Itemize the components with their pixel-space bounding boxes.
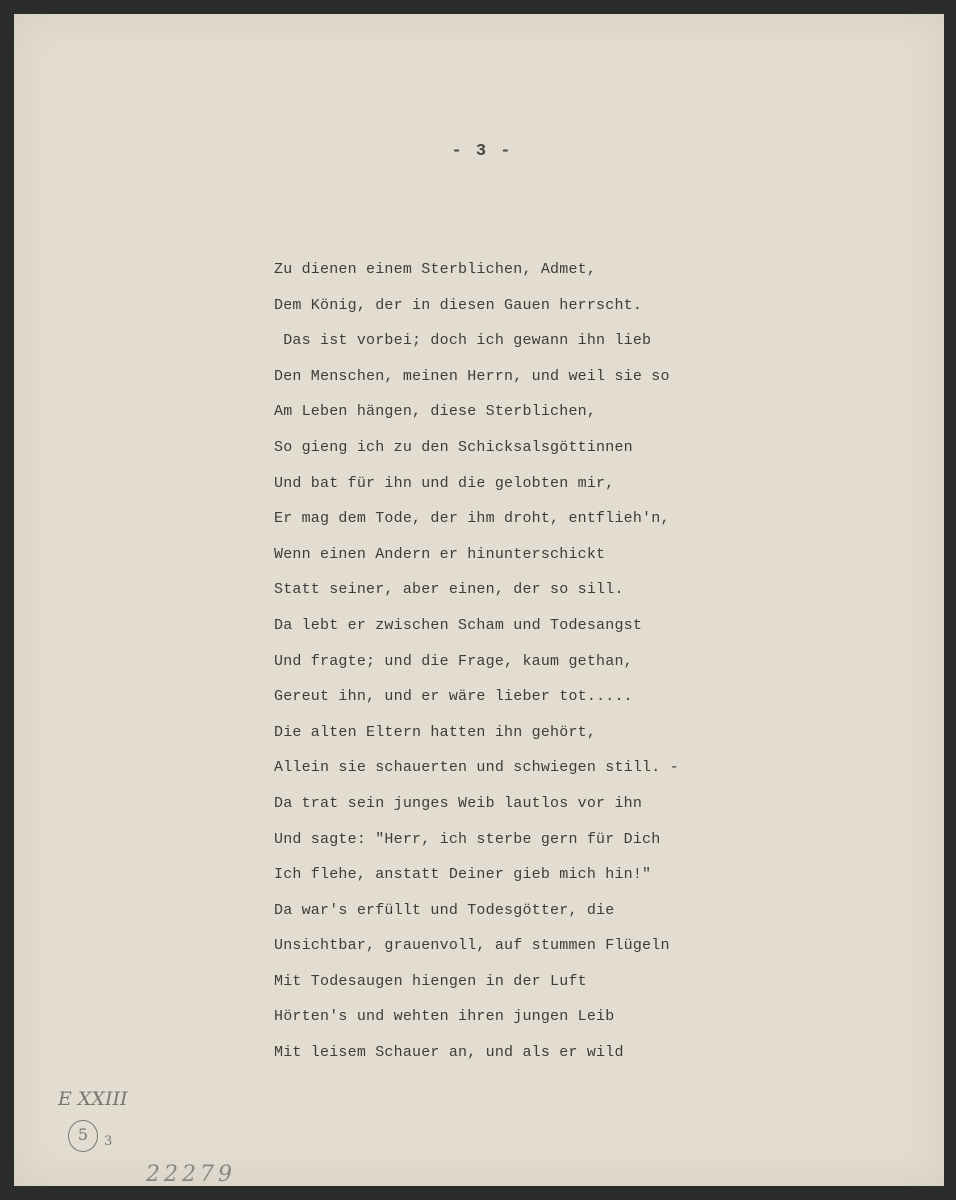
poem-line: Gereut ihn, und er wäre lieber tot..... — [274, 688, 633, 706]
poem-line: Zu dienen einem Sterblichen, Admet, — [274, 261, 597, 278]
poem-line: Wenn einen Andern er hinunterschickt — [274, 545, 606, 563]
poem-line: Die alten Eltern hatten ihn gehört, — [274, 723, 597, 741]
poem-line: Er mag dem Tode, der ihm droht, entflieh'n, — [274, 510, 670, 528]
poem-line: Dem König, der in diesen Gauen herrscht. — [274, 296, 643, 314]
document-page — [14, 14, 944, 1186]
poem-line: Statt seiner, aber einen, der so sill. — [274, 581, 624, 599]
poem-line: Mit leisem Schauer an, und als er wild — [274, 1044, 624, 1062]
poem-line: Und fragte; und die Frage, kaum gethan, — [274, 652, 633, 670]
poem-line: Hörten's und wehten ihren jungen Leib — [274, 1008, 615, 1026]
folio-subnumber: 3 — [104, 1134, 113, 1149]
poem-line: Und bat für ihn und die gelobten mir, — [274, 474, 615, 492]
poem-line: So gieng ich zu den Schicksalsgöttinnen — [274, 438, 633, 456]
poem-line: Das ist vorbei; doch ich gewann ihn lieb — [274, 332, 652, 350]
poem-line: Am Leben hängen, diese Sterblichen, — [274, 403, 597, 421]
page-number: - 3 - — [451, 142, 513, 161]
poem-line: Und sagte: "Herr, ich sterbe gern für Dich — [274, 830, 661, 848]
poem-line: Da war's erfüllt und Todesgötter, die — [274, 901, 615, 919]
archive-pencil-notes — [54, 1082, 254, 1192]
poem-line: Mit Todesaugen hiengen in der Luft — [274, 972, 587, 990]
archive-signature: E XXIII — [58, 1088, 128, 1110]
poem-line: Da lebt er zwischen Scham und Todesangst — [274, 616, 643, 634]
poem-line: Da trat sein junges Weib lautlos vor ihn — [274, 794, 643, 812]
inventory-number: 22279 — [146, 1162, 236, 1187]
poem-line: Den Menschen, meinen Herrn, und weil sie so — [274, 367, 670, 385]
poem-line: Ich flehe, anstatt Deiner gieb mich hin!" — [274, 866, 652, 884]
poem-line: Allein sie schauerten und schwiegen still. - — [274, 759, 679, 777]
poem-text — [274, 252, 679, 1071]
circled-folio-number: 5 — [68, 1120, 98, 1152]
poem-line: Unsichtbar, grauenvoll, auf stummen Flügeln — [274, 937, 670, 955]
